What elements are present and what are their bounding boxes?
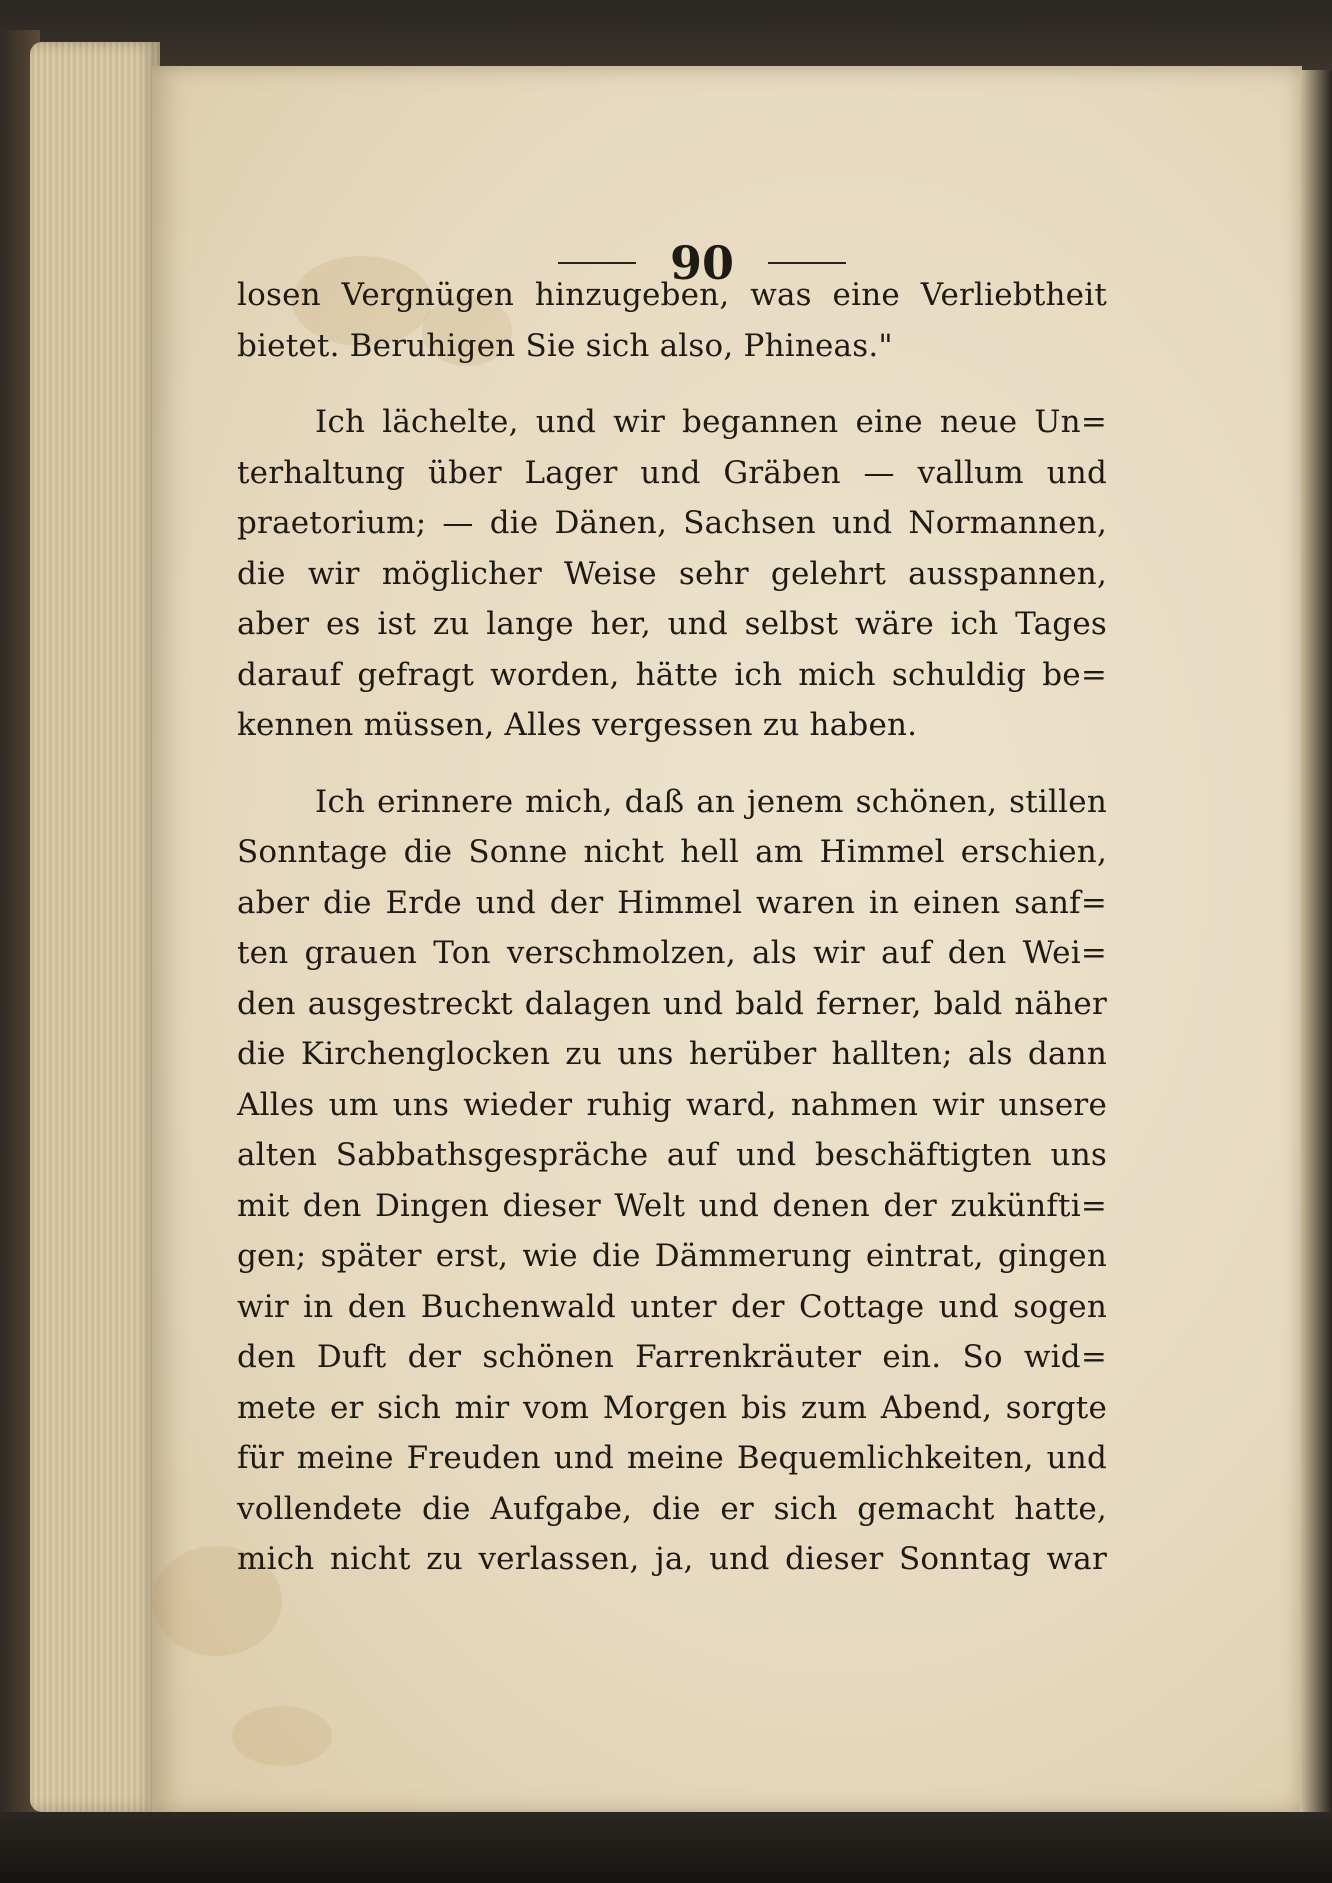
text-line: mete er sich mir vom Morgen bis zum Abend, sorgte: [237, 1389, 1107, 1426]
text-line: losen Vergnügen hinzugeben, was eine Verliebtheit: [237, 277, 1107, 313]
text-line: Ich erinnere mich, daß an jenem schönen, stillen: [315, 783, 1107, 820]
page-number: 90: [669, 236, 734, 290]
text-line: mich nicht zu verlassen, ja, und dieser Sonntag war: [237, 1541, 1107, 1577]
text-line: alten Sabbathsgespräche auf und beschäftigten uns: [237, 1137, 1107, 1173]
text-line: den Duft der schönen Farrenkräuter ein. So wid=: [237, 1339, 1107, 1375]
text-line: die Kirchenglocken zu uns herüber hallten; als dann: [237, 1036, 1107, 1072]
text-line: gen; später erst, wie die Dämmerung eintrat, gingen: [237, 1238, 1107, 1274]
page-edges: [30, 42, 160, 1812]
text-line: praetorium; — die Dänen, Sachsen und Normannen,: [237, 505, 1107, 541]
page-edge-right: [1300, 70, 1332, 1820]
text-line: Ich lächelte, und wir begannen eine neue Un=: [315, 404, 1107, 440]
text-line: bietet. Beruhigen Sie sich also, Phineas.": [237, 327, 893, 364]
paragraph-3: [237, 777, 1107, 1585]
text-line: für meine Freuden und meine Bequemlichkeiten, und: [237, 1440, 1107, 1476]
text-line: mit den Dingen dieser Welt und denen der zukünfti=: [237, 1187, 1107, 1224]
book-cover-bottom: [0, 1812, 1332, 1883]
book-cover-top: [0, 0, 1332, 70]
text-line: wir in den Buchenwald unter der Cottage und sogen: [237, 1288, 1107, 1325]
text-line: vollendete die Aufgabe, die er sich gemacht hatte,: [237, 1490, 1107, 1527]
header-rule-left: [558, 262, 636, 264]
text-line: aber die Erde und der Himmel waren in einen sanf=: [237, 884, 1107, 921]
header-rule-right: [768, 262, 846, 264]
text-line: kennen müssen, Alles vergessen zu haben.: [237, 707, 918, 743]
paragraph-2: [237, 397, 1107, 751]
text-line: Sonntage die Sonne nicht hell am Himmel erschien,: [237, 834, 1107, 870]
text-line: darauf gefragt worden, hätte ich mich schuldig be=: [237, 656, 1107, 693]
text-line: den ausgestreckt dalagen und bald ferner, bald näher: [237, 985, 1107, 1022]
text-line: die wir möglicher Weise sehr gelehrt ausspannen,: [237, 555, 1107, 592]
text-line: aber es ist zu lange her, und selbst wäre ich Tages: [237, 606, 1107, 642]
text-line: terhaltung über Lager und Gräben — vallum und: [237, 454, 1107, 491]
paragraph-1: [237, 270, 1107, 371]
body-text: [237, 270, 1107, 1585]
text-line: ten grauen Ton verschmolzen, als wir auf den Wei=: [237, 935, 1107, 971]
text-line: Alles um uns wieder ruhig ward, nahmen wir unsere: [237, 1086, 1107, 1123]
foxing-stain: [232, 1706, 332, 1766]
